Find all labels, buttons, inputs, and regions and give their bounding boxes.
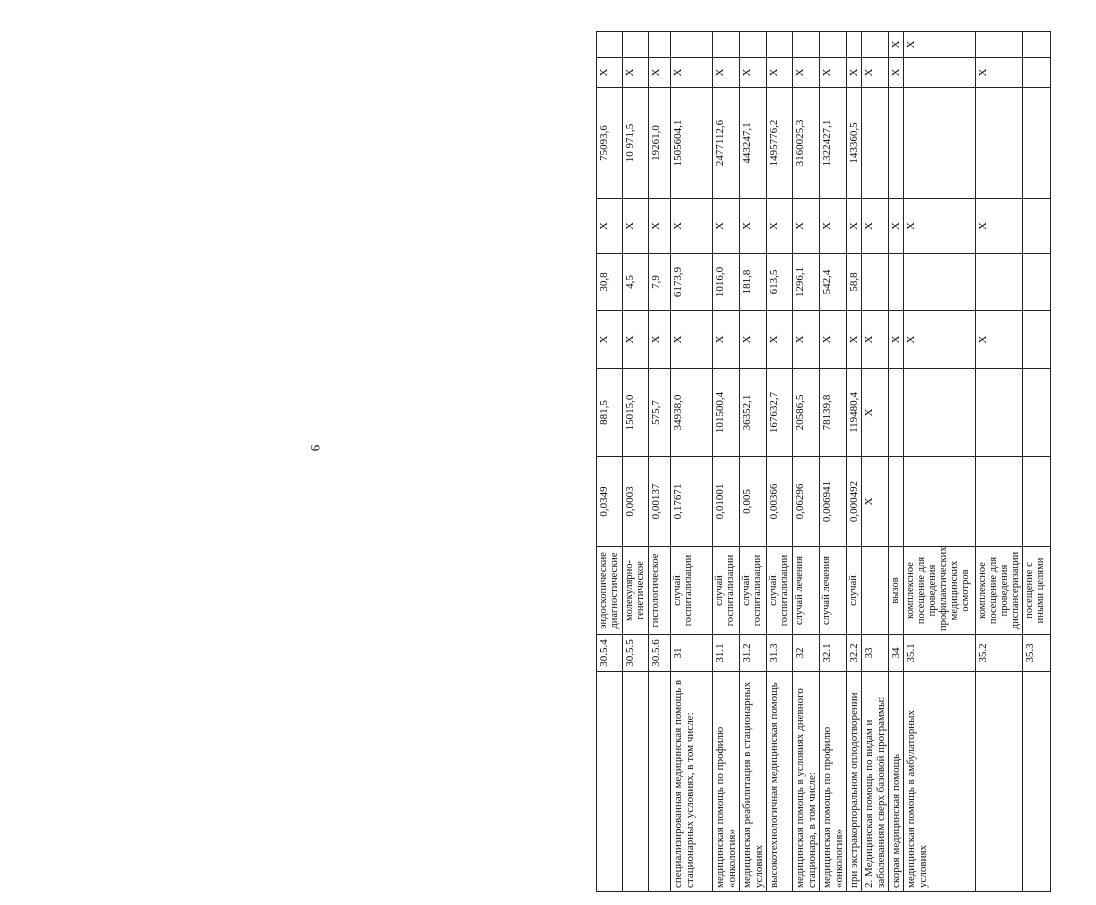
cell-e: X	[904, 199, 976, 254]
cell-e	[1023, 199, 1051, 254]
cell-g: X	[713, 58, 740, 88]
cell-num: 30.5.6	[649, 635, 671, 672]
cell-f	[889, 88, 904, 199]
cell-f	[976, 88, 1023, 199]
cell-e: X	[649, 199, 671, 254]
cell-a	[976, 457, 1023, 547]
cell-name: специализированная медицинская помощь в стационарных условиях, в том числе:	[671, 672, 713, 892]
cell-h	[623, 32, 649, 58]
cell-f: 1322427,1	[820, 88, 847, 199]
cell-unit: случай госпитализации	[767, 547, 793, 635]
cell-unit: эндоскопические диагностические	[597, 547, 623, 635]
cell-a: 0,00366	[767, 457, 793, 547]
cell-b: 575,7	[649, 369, 671, 457]
cell-name: при экстракорпоральном оплодотворении	[847, 672, 862, 892]
cell-g: X	[976, 58, 1023, 88]
table-row	[976, 32, 1023, 892]
cell-c: X	[847, 311, 862, 369]
cell-h	[1023, 32, 1051, 58]
cell-e: X	[713, 199, 740, 254]
cell-c: X	[740, 311, 767, 369]
cell-h	[862, 32, 889, 58]
cell-num: 35.3	[1023, 635, 1051, 672]
cell-b	[976, 369, 1023, 457]
cell-unit: случай госпитализации	[740, 547, 767, 635]
table-row	[713, 32, 740, 892]
cell-b	[889, 369, 904, 457]
cell-unit: случай лечения	[820, 547, 847, 635]
cell-num: 30.5.5	[623, 635, 649, 672]
cell-g: X	[740, 58, 767, 88]
cell-name	[649, 672, 671, 892]
cell-c: X	[976, 311, 1023, 369]
cell-d: 1016,0	[713, 254, 740, 311]
cell-unit: случай лечения	[793, 547, 820, 635]
cell-a: 0,0349	[597, 457, 623, 547]
cell-num: 32.2	[847, 635, 862, 672]
cell-d: 58,8	[847, 254, 862, 311]
cell-num: 31	[671, 635, 713, 672]
cell-g: X	[671, 58, 713, 88]
cell-e: X	[740, 199, 767, 254]
cell-f: 2477112,6	[713, 88, 740, 199]
cell-h	[976, 32, 1023, 58]
cell-a: 0,006941	[820, 457, 847, 547]
cell-f: 143360,5	[847, 88, 862, 199]
cell-a	[889, 457, 904, 547]
cell-num: 34	[889, 635, 904, 672]
cell-d: 1296,1	[793, 254, 820, 311]
cell-c	[1023, 311, 1051, 369]
cell-num: 31.3	[767, 635, 793, 672]
cell-f: 1505604,1	[671, 88, 713, 199]
cell-unit: комплексное посещение для проведения профилактических медицинских осмотров	[904, 547, 976, 635]
cell-e: X	[793, 199, 820, 254]
table-row	[793, 32, 820, 892]
cell-c: X	[862, 311, 889, 369]
cell-g: X	[623, 58, 649, 88]
cell-f	[904, 88, 976, 199]
cell-g: X	[820, 58, 847, 88]
cell-name	[623, 672, 649, 892]
cell-b: X	[862, 369, 889, 457]
cell-e: X	[862, 199, 889, 254]
cell-g: X	[793, 58, 820, 88]
cell-e: X	[889, 199, 904, 254]
cell-f: 75093,6	[597, 88, 623, 199]
cell-f: 19261,0	[649, 88, 671, 199]
cell-e: X	[976, 199, 1023, 254]
cell-e: X	[671, 199, 713, 254]
table-row	[889, 32, 904, 892]
cell-name: медицинская помощь в амбулаторных условиях	[904, 672, 976, 892]
cell-h	[847, 32, 862, 58]
cell-d: 613,5	[767, 254, 793, 311]
cell-unit: случай	[847, 547, 862, 635]
cell-unit: случай госпитализации	[671, 547, 713, 635]
cell-b	[1023, 369, 1051, 457]
table-row	[767, 32, 793, 892]
cell-b: 36352,1	[740, 369, 767, 457]
table-row	[1023, 32, 1051, 892]
cell-g	[904, 58, 976, 88]
cell-c: X	[904, 311, 976, 369]
cell-h: X	[904, 32, 976, 58]
table-row	[820, 32, 847, 892]
cell-e: X	[847, 199, 862, 254]
cell-a	[1023, 457, 1051, 547]
table-row	[671, 32, 713, 892]
cell-num: 35.1	[904, 635, 976, 672]
cell-d: 542,4	[820, 254, 847, 311]
cell-d: 30,8	[597, 254, 623, 311]
cell-c: X	[793, 311, 820, 369]
cell-h	[597, 32, 623, 58]
rotated-table-container	[596, 32, 1096, 892]
cell-e: X	[597, 199, 623, 254]
cell-d	[862, 254, 889, 311]
cell-name: медицинская помощь по профилю «онкология»	[713, 672, 740, 892]
cell-h: X	[889, 32, 904, 58]
cell-d	[889, 254, 904, 311]
cell-e: X	[820, 199, 847, 254]
page-number: 9	[308, 444, 323, 452]
cell-a: 0,01001	[713, 457, 740, 547]
cell-name	[597, 672, 623, 892]
cell-a: 0,000492	[847, 457, 862, 547]
cell-b: 119480,4	[847, 369, 862, 457]
cell-unit: молекулярно-генетическое	[623, 547, 649, 635]
cell-num: 30.5.4	[597, 635, 623, 672]
cell-g: X	[649, 58, 671, 88]
cell-h	[649, 32, 671, 58]
cell-c: X	[671, 311, 713, 369]
cell-d: 7,9	[649, 254, 671, 311]
cell-h	[713, 32, 740, 58]
cell-c: X	[597, 311, 623, 369]
table-row	[904, 32, 976, 892]
cell-c: X	[767, 311, 793, 369]
cell-num: 31.2	[740, 635, 767, 672]
cell-g	[1023, 58, 1051, 88]
cell-d	[904, 254, 976, 311]
table-row	[649, 32, 671, 892]
cell-d: 4,5	[623, 254, 649, 311]
cell-name: медицинская помощь по профилю «онкология»	[820, 672, 847, 892]
table-row	[847, 32, 862, 892]
cell-b: 78139,8	[820, 369, 847, 457]
cell-a: 0,005	[740, 457, 767, 547]
cell-name	[976, 672, 1023, 892]
cell-b: 20586,5	[793, 369, 820, 457]
cell-unit: вызов	[889, 547, 904, 635]
cell-a: 0,17671	[671, 457, 713, 547]
cell-d	[976, 254, 1023, 311]
cell-h	[820, 32, 847, 58]
cell-h	[767, 32, 793, 58]
cell-g: X	[889, 58, 904, 88]
cell-f	[1023, 88, 1051, 199]
table-row	[623, 32, 649, 892]
cell-f: 1495776,2	[767, 88, 793, 199]
cell-num: 32	[793, 635, 820, 672]
cell-unit: посещение с иными целями	[1023, 547, 1051, 635]
cell-b: 167632,7	[767, 369, 793, 457]
cell-c: X	[820, 311, 847, 369]
cell-unit: комплексное посещение для проведения диспансеризации	[976, 547, 1023, 635]
cell-a	[904, 457, 976, 547]
cell-name: медицинская помощь в условиях дневного стационара, в том числе:	[793, 672, 820, 892]
cell-b: 15015,0	[623, 369, 649, 457]
cell-name: медицинская реабилитация в стационарных условиях	[740, 672, 767, 892]
table-row	[862, 32, 889, 892]
cell-d: 181,8	[740, 254, 767, 311]
cell-a: 0,06296	[793, 457, 820, 547]
cell-c: X	[889, 311, 904, 369]
cell-f: 443247,1	[740, 88, 767, 199]
cell-h	[740, 32, 767, 58]
cell-b: 101500,4	[713, 369, 740, 457]
cell-a: X	[862, 457, 889, 547]
cell-b: 881,5	[597, 369, 623, 457]
cell-c: X	[649, 311, 671, 369]
cell-g: X	[847, 58, 862, 88]
cell-g: X	[767, 58, 793, 88]
cell-unit: гистологическое	[649, 547, 671, 635]
cell-name: скорая медицинская помощь	[889, 672, 904, 892]
cell-g: X	[597, 58, 623, 88]
cell-c: X	[713, 311, 740, 369]
cell-a: 0,00137	[649, 457, 671, 547]
cell-num: 33	[862, 635, 889, 672]
cell-num: 32.1	[820, 635, 847, 672]
cell-num: 31.1	[713, 635, 740, 672]
cell-d	[1023, 254, 1051, 311]
cell-name	[1023, 672, 1051, 892]
cell-name: 2. Медицинская помощь по видам и заболеваниям сверх базовой программы:	[862, 672, 889, 892]
cell-g: X	[862, 58, 889, 88]
cell-b	[904, 369, 976, 457]
cell-a: 0,0003	[623, 457, 649, 547]
cell-unit	[862, 547, 889, 635]
cell-e: X	[767, 199, 793, 254]
cell-f: 3160025,3	[793, 88, 820, 199]
cell-num: 35.2	[976, 635, 1023, 672]
cell-e: X	[623, 199, 649, 254]
cell-d: 6173,9	[671, 254, 713, 311]
cell-c: X	[623, 311, 649, 369]
cell-unit: случай госпитализации	[713, 547, 740, 635]
cell-h	[793, 32, 820, 58]
table-row	[740, 32, 767, 892]
cell-b: 34938,0	[671, 369, 713, 457]
cell-name: высокотехнологичная медицинская помощь	[767, 672, 793, 892]
data-table	[596, 31, 1051, 892]
cell-f	[862, 88, 889, 199]
cell-f: 10 971,5	[623, 88, 649, 199]
table-row	[597, 32, 623, 892]
cell-h	[671, 32, 713, 58]
